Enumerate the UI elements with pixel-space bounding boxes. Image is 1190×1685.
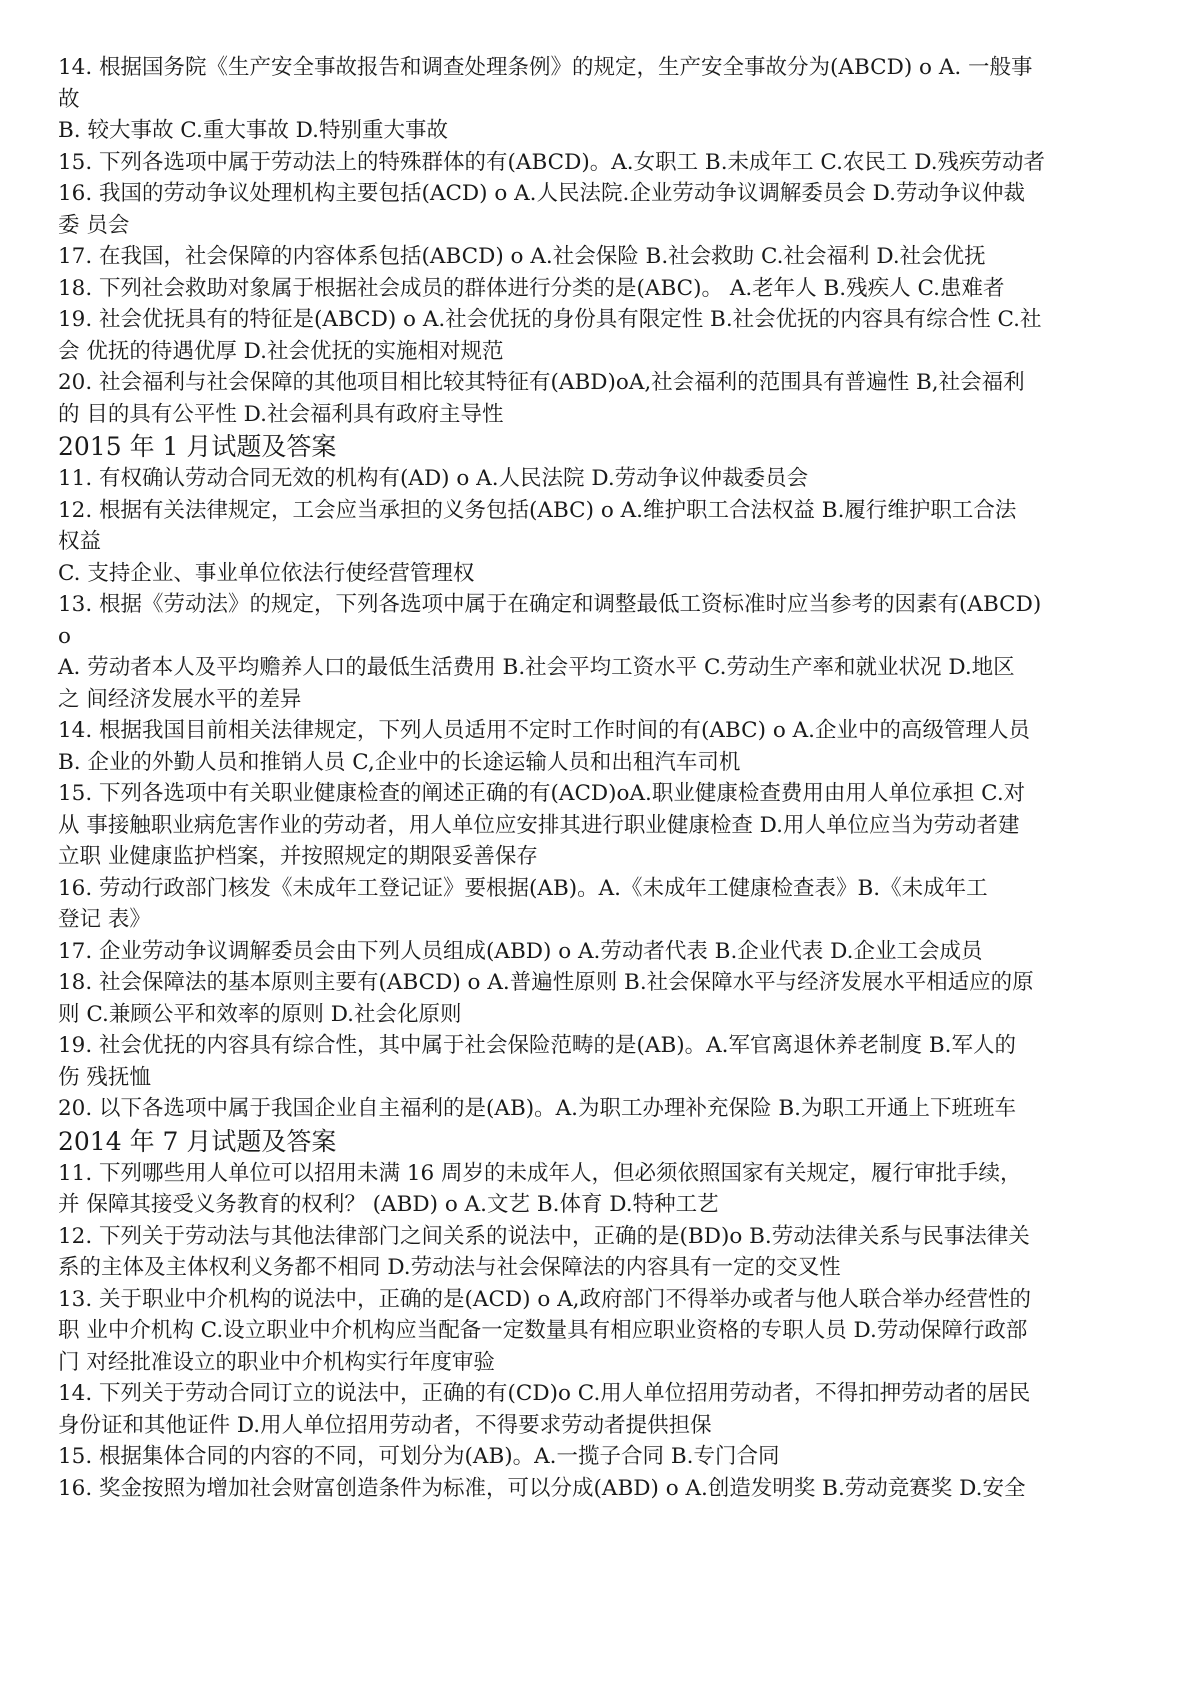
text-line: A. 劳动者本人及平均赡养人口的最低生活费用 B.社会平均工资水平 C.劳动生产率和就业状况 D.地区 xyxy=(58,655,1015,680)
text-line: 12. 根据有关法律规定，工会应当承担的义务包括(ABC) o A.维护职工合法权益 B.履行维护职工合法 xyxy=(58,497,1017,523)
text-line: 伤 残抚恤 xyxy=(58,1064,151,1090)
text-line: 19. 社会优抚的内容具有综合性，其中属于社会保险范畴的是(AB)。A.军官离退休养老制度 B.军人的 xyxy=(58,1033,1016,1058)
text-line: 13. 关于职业中介机构的说法中，正确的是(ACD) o A,政府部门不得举办或者与他人联合举办经营性的 xyxy=(58,1286,1031,1312)
text-line: 职 业中介机构 C.设立职业中介机构应当配备一定数量具有相应职业资格的专职人员 D.劳动保障行政部 xyxy=(58,1318,1028,1343)
text-line: 17. 企业劳动争议调解委员会由下列人员组成(ABD) o A.劳动者代表 B.企业代表 D.企业工会成员 xyxy=(58,938,983,964)
text-line: 11. 下列哪些用人单位可以招用未满 16 周岁的未成年人，但必须依照国家有关规定，履行审批手续， xyxy=(58,1160,1022,1186)
text-line: 13. 根据《劳动法》的规定，下列各选项中属于在确定和调整最低工资标准时应当参考的因素有(ABCD) xyxy=(58,592,1042,617)
text-line: 18. 社会保障法的基本原则主要有(ABCD) o A.普遍性原则 B.社会保障水平与经济发展水平相适应的原 xyxy=(58,970,1034,995)
text-line: 14. 根据国务院《生产安全事故报告和调查处理条例》的规定，生产安全事故分为(ABCD) o A. 一般事 xyxy=(58,55,1033,80)
text-line: 故 xyxy=(58,86,80,112)
text-line: 11. 有权确认劳动合同无效的机构有(AD) o A.人民法院 D.劳动争议仲裁委员会 xyxy=(58,466,809,491)
text-line: 委 员会 xyxy=(58,212,130,238)
text-line: 16. 我国的劳动争议处理机构主要包括(ACD) o A.人民法院.企业劳动争议调解委员会 D.劳动争议仲裁 xyxy=(58,181,1025,206)
text-line: 会 优抚的待遇优厚 D.社会优抚的实施相对规范 xyxy=(58,338,504,364)
text-line: B. 企业的外勤人员和推销人员 C,企业中的长途运输人员和出租汽车司机 xyxy=(58,749,741,775)
text-line: 身份证和其他证件 D.用人单位招用劳动者，不得要求劳动者提供担保 xyxy=(58,1412,712,1438)
section-heading: 2014 年 7 月试题及答案 xyxy=(58,1126,337,1156)
text-line: 15. 下列各选项中有关职业健康检查的阐述正确的有(ACD)oA.职业健康检查费用由用人单位承担 C.对 xyxy=(58,781,1026,806)
text-line: 14. 下列关于劳动合同订立的说法中，正确的有(CD)o C.用人单位招用劳动者，不得扣押劳动者的居民 xyxy=(58,1381,1031,1406)
text-line: o xyxy=(58,623,71,649)
text-line: 立职 业健康监护档案，并按照规定的期限妥善保存 xyxy=(58,844,538,869)
text-line: 20. 以下各选项中属于我国企业自主福利的是(AB)。A.为职工办理补充保险 B.为职工开通上下班班车 xyxy=(58,1096,1016,1121)
text-line: B. 较大事故 C.重大事故 D.特别重大事故 xyxy=(58,118,448,143)
text-line: 系的主体及主体权利义务都不相同 D.劳动法与社会保障法的内容具有一定的交叉性 xyxy=(58,1255,841,1280)
text-line: 之 间经济发展水平的差异 xyxy=(58,686,302,712)
text-line: 门 对经批准设立的职业中介机构实行年度审验 xyxy=(58,1349,495,1375)
text-line: 的 目的具有公平性 D.社会福利具有政府主导性 xyxy=(58,401,504,427)
text-line: 18. 下列社会救助对象属于根据社会成员的群体进行分类的是(ABC)。 A.老年人 B.残疾人 C.患难者 xyxy=(58,275,1005,301)
text-line: 14. 根据我国目前相关法律规定，下列人员适用不定时工作时间的有(ABC) o A.企业中的高级管理人员 xyxy=(58,718,1030,743)
text-line: 20. 社会福利与社会保障的其他项目相比较其特征有(ABD)oA,社会福利的范围具有普遍性 B,社会福利 xyxy=(58,370,1025,395)
text-line: 15. 下列各选项中属于劳动法上的特殊群体的有(ABCD)。A.女职工 B.未成年工 C.农民工 D.残疾劳动者 xyxy=(58,149,1046,175)
text-line: 16. 劳动行政部门核发《未成年工登记证》要根据(AB)。A.《未成年工健康检查表》B.《未成年工 xyxy=(58,875,988,901)
text-line: C. 支持企业、事业单位依法行使经营管理权 xyxy=(58,560,475,586)
text-line: 15. 根据集体合同的内容的不同，可划分为(AB)。A.一揽子合同 B.专门合同 xyxy=(58,1444,780,1469)
text-line: 从 事接触职业病危害作业的劳动者，用人单位应安排其进行职业健康检查 D.用人单位应当为劳动者建 xyxy=(58,812,1020,838)
text-line: 17. 在我国，社会保障的内容体系包括(ABCD) o A.社会保险 B.社会救助 C.社会福利 D.社会优抚 xyxy=(58,244,986,269)
text-line: 19. 社会优抚具有的特征是(ABCD) o A.社会优抚的身份具有限定性 B.社会优抚的内容具有综合性 C.社 xyxy=(58,307,1042,332)
text-line: 并 保障其接受义务教育的权利？ (ABD) o A.文艺 B.体育 D.特种工艺 xyxy=(58,1192,719,1217)
text-line: 权益 xyxy=(58,529,102,554)
text-line: 则 C.兼顾公平和效率的原则 D.社会化原则 xyxy=(58,1001,462,1027)
text-line: 16. 奖金按照为增加社会财富创造条件为标准，可以分成(ABD) o A.创造发明奖 B.劳动竞赛奖 D.安全 xyxy=(58,1475,1026,1501)
document-page xyxy=(58,52,1148,1504)
text-line: 登记 表》 xyxy=(58,907,151,932)
text-line: 12. 下列关于劳动法与其他法律部门之间关系的说法中，正确的是(BD)o B.劳动法律关系与民事法律关 xyxy=(58,1223,1030,1249)
section-heading: 2015 年 1 月试题及答案 xyxy=(58,432,337,461)
